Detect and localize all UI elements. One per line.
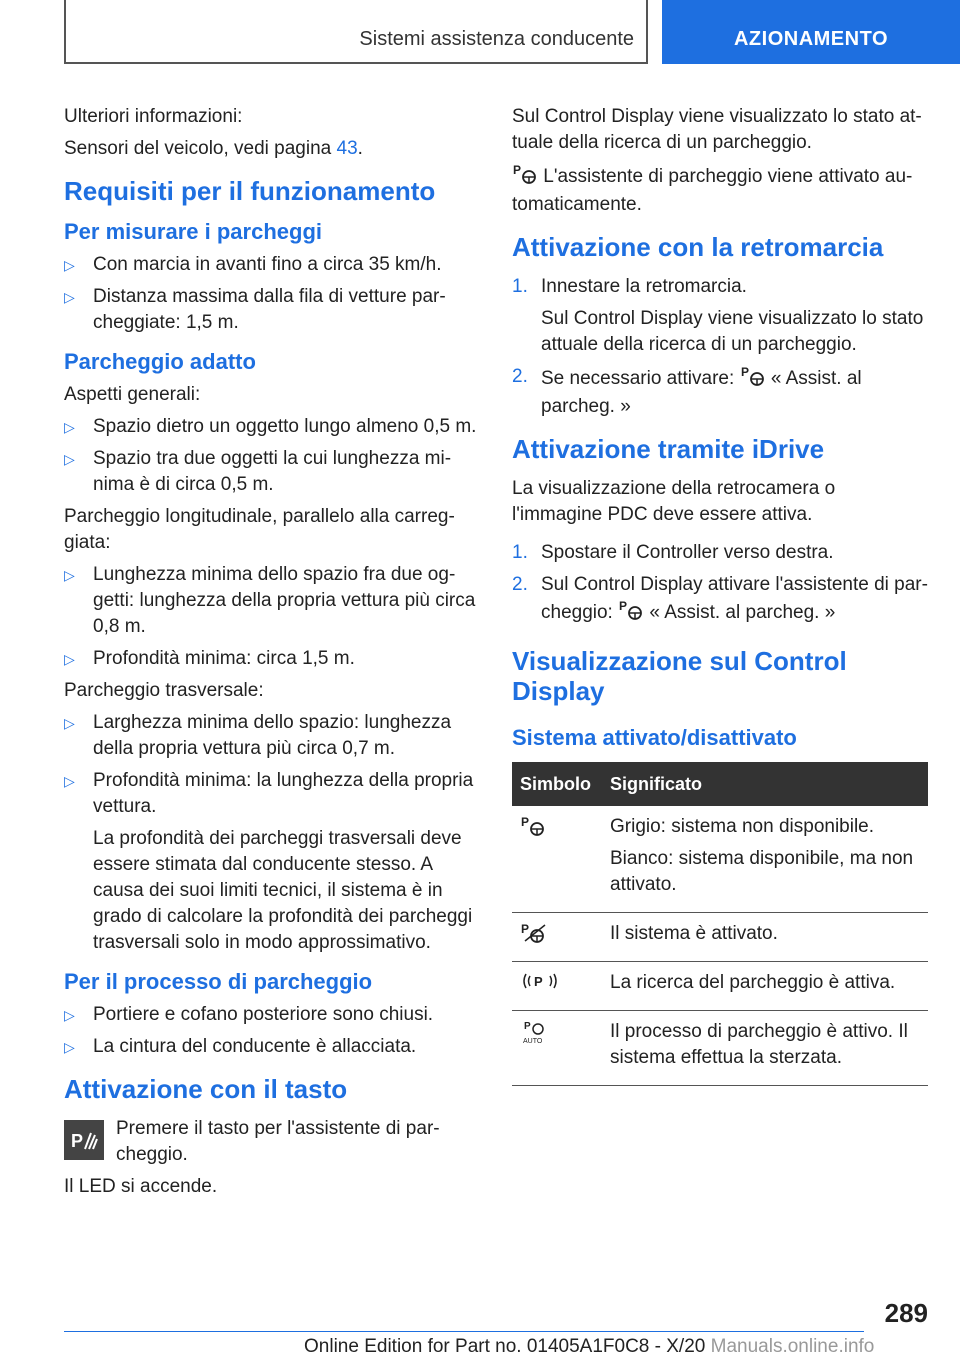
list-item: ▷ Profondità minima: la lunghezza della propria vettura. La profondità dei parcheggi trasversali deve essere stimata dal conducente stesso. A causa dei suoi limiti tecnici, il sistema è in grado di calcolare la profondità dei parcheggi trasversali solo in modo approssimativo. <box>64 768 482 956</box>
meaning-cell: Grigio: sistema non disponibile. Bianco: sistema disponibile, ma non attivato. <box>602 806 928 913</box>
aspetti-label: Aspetti generali: <box>64 384 201 405</box>
symbol-cell <box>512 913 602 962</box>
header-box <box>64 0 648 64</box>
heading-processo: Per il processo di parcheggio <box>64 969 373 994</box>
heading-requisiti: Requisiti per il funzionamento <box>64 176 436 206</box>
intro-1: Sul Control Display viene visualizzato lo stato attuale della ricerca di un parcheggio. <box>512 106 922 153</box>
heading-visualizzazione: Visualizzazione sul Control Display <box>512 646 847 706</box>
heading-tasto: Attivazione con il tasto <box>64 1074 348 1104</box>
idrive-intro: La visualizzazione della retrocamera o l'immagine PDC deve essere attiva. <box>512 478 836 525</box>
page-number: 289 <box>884 1298 928 1328</box>
watermark: Manuals.online.info <box>710 1336 875 1357</box>
heading-adatto: Parcheggio adatto <box>64 349 256 374</box>
table-row <box>512 962 928 1011</box>
list-item: ▷ Spazio tra due oggetti la cui lunghezza minima è di circa 0,5 m. <box>64 448 452 495</box>
meaning-cell: Il sistema è attivato. <box>602 913 928 962</box>
right-column <box>512 104 928 1086</box>
retromarcia-list <box>512 274 928 420</box>
symbol-cell <box>512 806 602 913</box>
table-row <box>512 1011 928 1086</box>
list-item: ▷ Con marcia in avanti fino a circa 35 km/h. <box>64 254 442 275</box>
list-item: ▷ Lunghezza minima dello spazio fra due oggetti: lunghezza della propria vettura più circa 0,8 m. <box>64 564 476 637</box>
left-column <box>64 104 482 1206</box>
parking-assist-active-icon <box>520 921 546 951</box>
svg-text:P: P <box>534 974 543 989</box>
parking-assist-icon <box>740 364 766 394</box>
svg-text:P: P <box>513 163 522 177</box>
processo-list <box>64 1002 482 1060</box>
symbol-table <box>512 762 928 1086</box>
list-item: ▷ Portiere e cofano posteriore sono chiusi. <box>64 1004 434 1025</box>
svg-text:AUTO: AUTO <box>523 1038 543 1045</box>
svg-text:P: P <box>619 599 628 613</box>
info-text: Sensori del veicolo, vedi pagina 43. <box>64 138 363 159</box>
list-item: 2. Se necessario attivare: P « Assist. al parcheg. » <box>512 365 862 417</box>
longitudinale-list <box>64 562 482 672</box>
parking-search-icon <box>520 970 560 1000</box>
aspetti-list <box>64 414 482 498</box>
parking-assist-icon <box>512 162 538 192</box>
parking-auto-icon <box>520 1019 550 1053</box>
symbol-cell <box>512 962 602 1011</box>
heading-misurare: Per misurare i parcheggi <box>64 219 322 244</box>
table-row <box>512 913 928 962</box>
meaning-cell: Il processo di parcheggio è attivo. Il sistema effettua la sterzata. <box>602 1011 928 1086</box>
list-item: ▷ Larghezza minima dello spazio: lunghezza della propria vettura più circa 0,7 m. <box>64 712 452 759</box>
col-meaning-header: Significato <box>602 762 928 806</box>
heading-idrive: Attivazione tramite iDrive <box>512 434 825 464</box>
page-link[interactable]: 43 <box>336 138 358 159</box>
parking-assist-icon <box>618 598 644 628</box>
table-header-row <box>512 762 928 806</box>
list-item: 1. Spostare il Controller verso destra. <box>512 542 834 563</box>
svg-text:P: P <box>521 922 530 936</box>
trasversale-note: La profondità dei parcheggi trasversali deve essere stimata dal conducente stesso. A causa dei suoi limiti tecnici, il sistema è in grado di calcolare la profondità dei parcheggi trasversali solo in modo approssimativo. <box>93 828 473 953</box>
trasversale-list <box>64 710 482 956</box>
idrive-list <box>512 540 928 628</box>
list-item: ▷ Distanza massima dalla fila di vetture parcheggiate: 1,5 m. <box>64 286 446 333</box>
info-label: Ulteriori informazioni: <box>64 106 243 127</box>
intro-2: P L'assistente di parcheggio viene attivato automaticamente. <box>512 163 913 215</box>
trasversale-label: Parcheggio trasversale: <box>64 680 264 701</box>
tasto-row <box>64 1116 482 1174</box>
list-item: 1. Innestare la retromarcia. Sul Control Display viene visualizzato lo stato attuale della ricerca di un parcheggio. <box>512 274 928 358</box>
list-item: ▷ La cintura del conducente è allacciata. <box>64 1036 417 1057</box>
header-tab[interactable]: AZIONAMENTO <box>662 0 960 64</box>
footer-line <box>64 1331 864 1332</box>
led-text: Il LED si accende. <box>64 1176 218 1197</box>
list-item: ▷ Profondità minima: circa 1,5 m. <box>64 648 355 669</box>
list-item: ▷ Spazio dietro un oggetto lungo almeno 0,5 m. <box>64 416 477 437</box>
col-symbol-header: Simbolo <box>512 762 602 806</box>
svg-text:P: P <box>524 1021 531 1032</box>
tasto-text: Premere il tasto per l'assistente di parcheggio. <box>116 1118 440 1165</box>
meaning-cell: La ricerca del parcheggio è attiva. <box>602 962 928 1011</box>
parking-assist-icon <box>520 814 546 844</box>
footer-text: Online Edition for Part no. 01405A1F0C8 - X/20 Manuals.online.info <box>304 1336 875 1357</box>
svg-text:P: P <box>71 1131 84 1151</box>
parking-button-icon <box>64 1120 104 1160</box>
symbol-cell <box>512 1011 602 1086</box>
header-title: Sistemi assistenza conducente <box>359 28 634 50</box>
svg-text:P: P <box>740 365 749 379</box>
heading-retromarcia: Attivazione con la retromarcia <box>512 232 884 262</box>
heading-sistema: Sistema attivato/disattivato <box>512 725 797 750</box>
list-item: 2. Sul Control Display attivare l'assistente di parcheggio: P « Assist. al parcheg. » <box>512 572 928 628</box>
retro-step1-sub: Sul Control Display viene visualizzato lo stato attuale della ricerca di un parcheggio. <box>541 308 924 355</box>
svg-text:P: P <box>521 815 530 829</box>
table-row <box>512 806 928 913</box>
misurare-list <box>64 252 482 336</box>
longitudinale-label: Parcheggio longitudinale, parallelo alla carreggiata: <box>64 506 455 553</box>
